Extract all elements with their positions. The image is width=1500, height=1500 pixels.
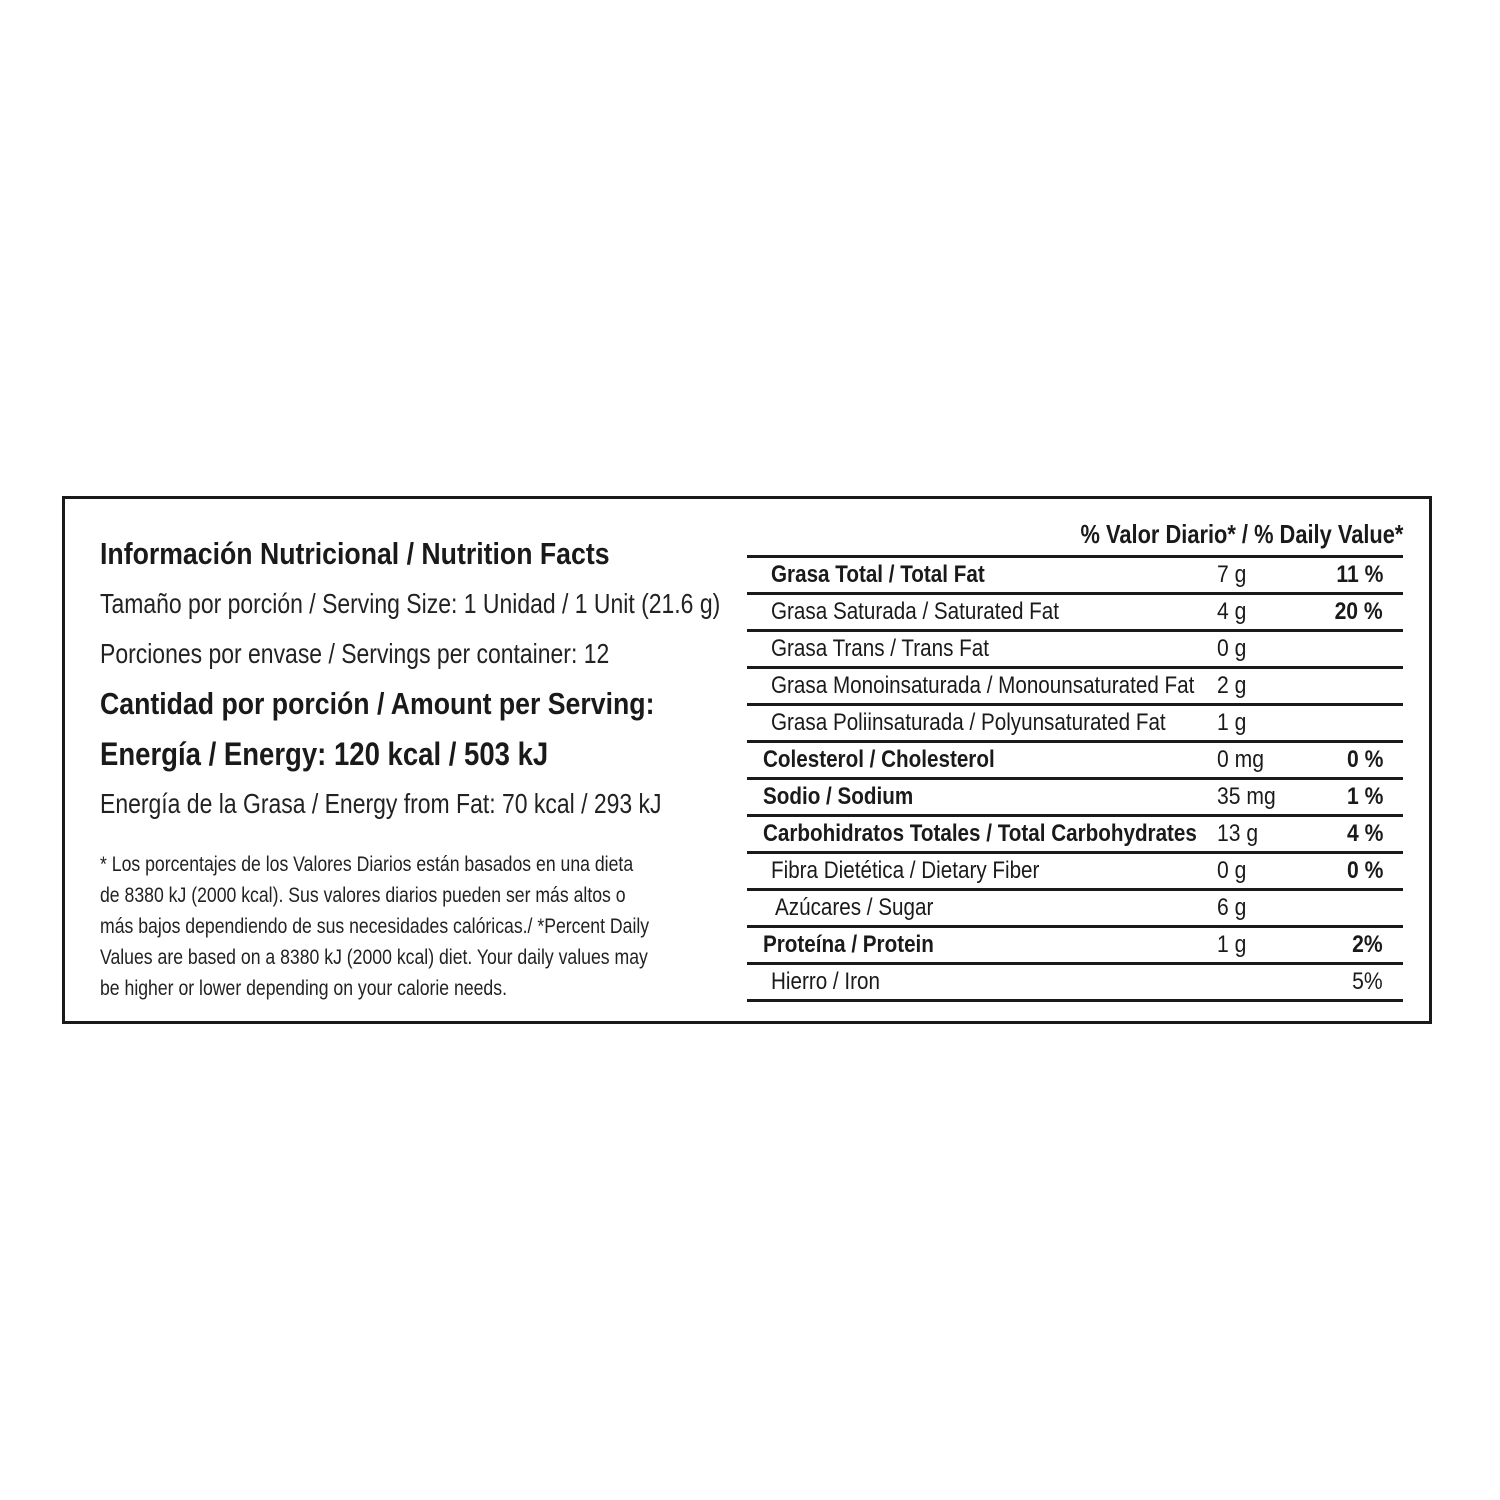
daily-value-header: % Valor Diario* / % Daily Value* <box>1080 519 1403 549</box>
nutrient-daily-value: 0 % <box>1346 746 1383 773</box>
serving-size: Tamaño por porción / Serving Size: 1 Unidad / 1 Unit (21.6 g) <box>100 588 721 619</box>
table-row <box>747 891 1403 928</box>
nutrient-name: Proteína / Protein <box>763 931 934 958</box>
nutrient-daily-value: 5% <box>1352 968 1383 995</box>
nutrient-name: Fibra Dietética / Dietary Fiber <box>771 857 1040 884</box>
table-row <box>747 706 1403 743</box>
nutrient-amount: 4 g <box>1217 598 1247 625</box>
nutrient-daily-value: 2% <box>1352 931 1383 958</box>
table-row <box>747 743 1403 780</box>
nutrient-name: Sodio / Sodium <box>763 783 914 810</box>
footnote-line: * Los porcentajes de los Valores Diarios están basados en una dieta <box>100 853 634 876</box>
footnote-line: de 8380 kJ (2000 kcal). Sus valores diarios pueden ser más altos o <box>100 884 626 907</box>
nutrient-name: Carbohidratos Totales / Total Carbohydrates <box>763 820 1197 847</box>
nutrient-daily-value: 20 % <box>1334 598 1383 625</box>
nutrition-label <box>62 496 1432 1024</box>
amount-per-serving: Cantidad por porción / Amount per Serving: <box>100 686 655 721</box>
nutrient-daily-value: 4 % <box>1346 820 1383 847</box>
nutrient-amount: 35 mg <box>1217 783 1276 810</box>
nutrient-name: Hierro / Iron <box>771 968 880 995</box>
nutrient-amount: 1 g <box>1217 931 1247 958</box>
nutrient-amount: 13 g <box>1217 820 1259 847</box>
nutrient-amount: 0 g <box>1217 635 1247 662</box>
nutrient-amount: 0 mg <box>1217 746 1264 773</box>
table-row <box>747 780 1403 817</box>
daily-value-footnote <box>100 849 670 1004</box>
table-row <box>747 817 1403 854</box>
table-row <box>747 965 1403 1002</box>
nutrient-name: Grasa Saturada / Saturated Fat <box>771 598 1059 625</box>
table-row <box>747 632 1403 669</box>
table-row <box>747 854 1403 891</box>
footnote-line: Values are based on a 8380 kJ (2000 kcal) diet. Your daily values may <box>100 946 648 969</box>
servings-per-container: Porciones por envase / Servings per container: 12 <box>100 638 610 669</box>
nutrient-name: Grasa Poliinsaturada / Polyunsaturated Fat <box>771 709 1166 736</box>
table-row <box>747 595 1403 632</box>
nutrient-daily-value: 0 % <box>1346 857 1383 884</box>
nutrient-amount: 1 g <box>1217 709 1247 736</box>
nutrient-name: Azúcares / Sugar <box>775 894 934 921</box>
nutrition-summary <box>100 529 720 829</box>
energy: Energía / Energy: 120 kcal / 503 kJ <box>100 736 549 772</box>
label-title: Información Nutricional / Nutrition Facts <box>100 536 610 571</box>
nutrient-name: Colesterol / Cholesterol <box>763 746 995 773</box>
nutrient-amount: 2 g <box>1217 672 1247 699</box>
nutrient-amount: 7 g <box>1217 561 1247 588</box>
table-row <box>747 928 1403 965</box>
nutrient-daily-value: 11 % <box>1336 561 1383 588</box>
nutrient-name: Grasa Monoinsaturada / Monounsaturated Fat <box>771 672 1195 699</box>
table-row <box>747 558 1403 595</box>
nutrient-table <box>747 513 1403 1002</box>
nutrient-daily-value: 1 % <box>1346 783 1383 810</box>
table-row <box>747 669 1403 706</box>
nutrient-name: Grasa Trans / Trans Fat <box>771 635 989 662</box>
nutrient-amount: 0 g <box>1217 857 1247 884</box>
footnote-line: más bajos dependiendo de sus necesidades calóricas./ *Percent Daily <box>100 915 650 938</box>
nutrient-name: Grasa Total / Total Fat <box>771 561 985 588</box>
energy-from-fat: Energía de la Grasa / Energy from Fat: 70 kcal / 293 kJ <box>100 788 662 819</box>
footnote-line: be higher or lower depending on your calorie needs. <box>100 977 507 1000</box>
nutrient-amount: 6 g <box>1217 894 1247 921</box>
